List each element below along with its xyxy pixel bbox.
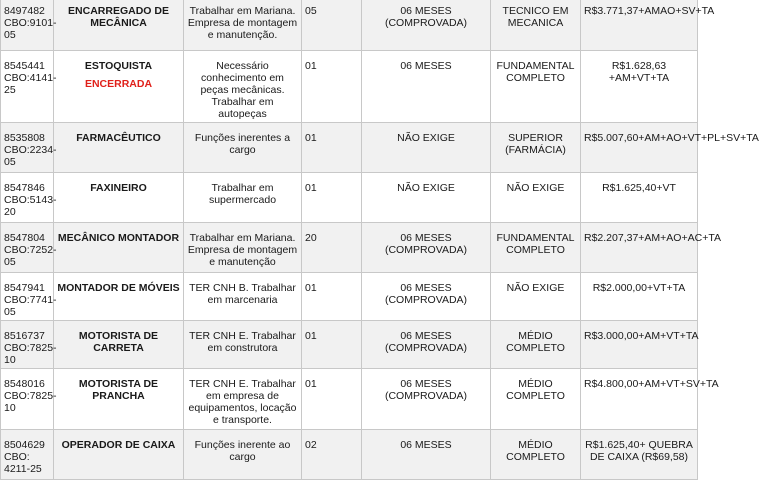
table-row — [1, 173, 698, 223]
experience-requirement: 06 MESES — [362, 51, 491, 123]
experience-requirement: 06 MESES (COMPROVADA) — [362, 223, 491, 273]
job-title-text: MOTORISTA DE PRANCHA — [78, 378, 159, 402]
table-row — [1, 223, 698, 273]
vacancy-count: 01 — [302, 173, 362, 223]
education-requirement: MÉDIO COMPLETO — [491, 321, 581, 369]
vacancy-count: 01 — [302, 369, 362, 430]
job-title — [54, 51, 184, 123]
job-title-text: FAXINEIRO — [90, 182, 147, 194]
salary-benefits: R$2.207,37+AM+AO+AC+TA — [581, 223, 698, 273]
experience-requirement: NÃO EXIGE — [362, 123, 491, 173]
education-requirement: TECNICO EM MECANICA — [491, 0, 581, 51]
job-title — [54, 0, 184, 51]
table-row — [1, 51, 698, 123]
vacancy-count: 01 — [302, 321, 362, 369]
job-description: Trabalhar em Mariana. Empresa de montagem e manutenção — [184, 223, 302, 273]
status-badge: ENCERRADA — [84, 78, 153, 90]
job-title-text: ENCARREGADO DE MECÂNICA — [68, 5, 169, 29]
vacancy-count: 20 — [302, 223, 362, 273]
job-description: TER CNH B. Trabalhar em marcenaria — [184, 273, 302, 321]
job-title-text: FARMACÊUTICO — [76, 132, 161, 144]
vacancy-count: 01 — [302, 123, 362, 173]
vacancy-code: 8547804 CBO:7252-05 — [1, 223, 54, 273]
job-description: Trabalhar em Mariana. Empresa de montagem e manutenção. — [184, 0, 302, 51]
table-row — [1, 0, 698, 51]
job-title — [54, 123, 184, 173]
education-requirement: NÃO EXIGE — [491, 273, 581, 321]
education-requirement: SUPERIOR (FARMÁCIA) — [491, 123, 581, 173]
experience-requirement: 06 MESES (COMPROVADA) — [362, 321, 491, 369]
vacancy-code: 8516737 CBO:7825-10 — [1, 321, 54, 369]
job-description: Funções inerente ao cargo — [184, 430, 302, 480]
job-title — [54, 173, 184, 223]
table-row — [1, 321, 698, 369]
education-requirement: MÉDIO COMPLETO — [491, 430, 581, 480]
job-title — [54, 321, 184, 369]
vacancy-count: 02 — [302, 430, 362, 480]
salary-benefits: R$1.625,40+ QUEBRA DE CAIXA (R$69,58) — [581, 430, 698, 480]
salary-benefits: R$5.007,60+AM+AO+VT+PL+SV+TA — [581, 123, 698, 173]
table-row — [1, 123, 698, 173]
experience-requirement: 06 MESES (COMPROVADA) — [362, 0, 491, 51]
job-description: TER CNH E. Trabalhar em empresa de equipamentos, locação e transporte. — [184, 369, 302, 430]
job-title — [54, 273, 184, 321]
job-title-text: MONTADOR DE MÓVEIS — [57, 282, 180, 294]
table-row — [1, 273, 698, 321]
vacancy-code: 8504629 CBO: 4211-25 — [1, 430, 54, 480]
experience-requirement: 06 MESES — [362, 430, 491, 480]
experience-requirement: 06 MESES (COMPROVADA) — [362, 369, 491, 430]
vacancy-code: 8545441 CBO:4141-25 — [1, 51, 54, 123]
job-title — [54, 369, 184, 430]
job-title-text: ESTOQUISTA — [84, 60, 153, 72]
table-row — [1, 430, 698, 480]
table-body — [1, 0, 759, 480]
job-title-text: MOTORISTA DE CARRETA — [78, 330, 159, 354]
job-title-text: OPERADOR DE CAIXA — [61, 439, 176, 451]
vacancy-code: 8535808 CBO:2234-05 — [1, 123, 54, 173]
job-description: Necessário conhecimento em peças mecânicas. Trabalhar em autopeças — [184, 51, 302, 123]
vacancy-count: 01 — [302, 51, 362, 123]
job-description: TER CNH E. Trabalhar em construtora — [184, 321, 302, 369]
education-requirement: FUNDAMENTAL COMPLETO — [491, 223, 581, 273]
job-description: Trabalhar em supermercado — [184, 173, 302, 223]
education-requirement: MÉDIO COMPLETO — [491, 369, 581, 430]
salary-benefits: R$3.771,37+AMAO+SV+TA — [581, 0, 698, 51]
vacancy-code: 8547941 CBO:7741-05 — [1, 273, 54, 321]
job-title — [54, 223, 184, 273]
vacancy-count: 05 — [302, 0, 362, 51]
salary-benefits: R$1.628,63 +AM+VT+TA — [581, 51, 698, 123]
experience-requirement: NÃO EXIGE — [362, 173, 491, 223]
experience-requirement: 06 MESES (COMPROVADA) — [362, 273, 491, 321]
vacancy-code: 8547846 CBO:5143-20 — [1, 173, 54, 223]
salary-benefits: R$4.800,00+AM+VT+SV+TA — [581, 369, 698, 430]
salary-benefits: R$1.625,40+VT — [581, 173, 698, 223]
vacancy-code: 8497482 CBO:9101-05 — [1, 0, 54, 51]
vacancy-count: 01 — [302, 273, 362, 321]
education-requirement: FUNDAMENTAL COMPLETO — [491, 51, 581, 123]
education-requirement: NÃO EXIGE — [491, 173, 581, 223]
job-title — [54, 430, 184, 480]
vacancy-code: 8548016 CBO:7825-10 — [1, 369, 54, 430]
table-row — [1, 369, 698, 430]
salary-benefits: R$3.000,00+AM+VT+TA — [581, 321, 698, 369]
job-title-text: MECÂNICO MONTADOR — [57, 232, 180, 244]
salary-benefits: R$2.000,00+VT+TA — [581, 273, 698, 321]
job-description: Funções inerentes a cargo — [184, 123, 302, 173]
